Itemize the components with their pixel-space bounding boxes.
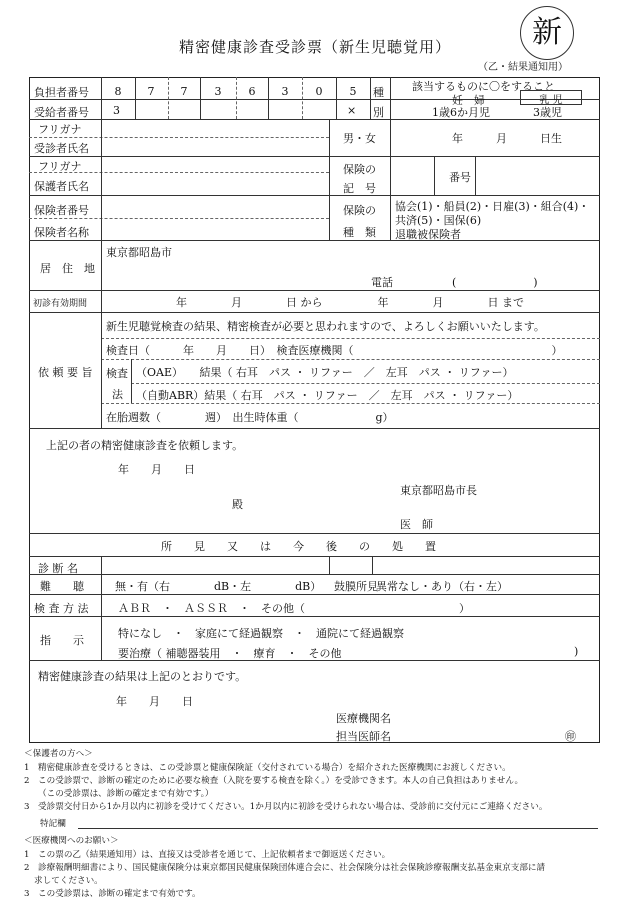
rule — [101, 138, 102, 240]
rule — [29, 290, 600, 291]
digit-divider — [168, 77, 169, 119]
instruction-label: 指 示 — [40, 634, 84, 647]
special-notes-label: 特記欄 — [40, 819, 66, 829]
digit-divider — [268, 77, 269, 119]
exam-method-value: ＡＢＲ ・ ＡＳＳＲ ・ その他（ ） — [118, 602, 470, 615]
digit-divider — [302, 77, 303, 119]
examinee-name-label: 受診者氏名 — [34, 142, 89, 155]
guardian-notes-heading: ＜保護者の方へ＞ — [24, 749, 93, 759]
rule — [329, 119, 330, 240]
insurance-types-3: 退職被保険者 — [395, 228, 461, 241]
recipient-number-label: 受給者番号 — [34, 106, 89, 119]
insurance-symbol-label: 保険の — [343, 163, 376, 176]
digit-divider — [200, 77, 201, 119]
guardian-note-2b: （この受診票は、診断の確定まで有効です。） — [38, 789, 214, 799]
referral-mayor: 東京都昭島市長 — [400, 484, 477, 497]
institution-note-1: 1 この票の乙（結果通知用）は、直接又は受診者を通じて、上記依頼者まで御返送ください。 — [24, 850, 391, 860]
payer-digit: 8 — [114, 85, 122, 98]
payer-digit: 6 — [248, 85, 256, 98]
eardrum-label: 鼓膜所見 — [334, 580, 378, 593]
insurance-type-label: 保険の — [343, 204, 376, 217]
insurer-name-label: 保険者名称 — [34, 226, 89, 239]
rule — [29, 99, 600, 100]
birth-date: 年 月 日生 — [452, 132, 562, 145]
method-label-2: 法 — [112, 388, 123, 401]
address-label: 居 住 地 — [40, 262, 95, 275]
insurer-number-label: 保険者番号 — [34, 204, 89, 217]
kind-3y: 3歳児 — [533, 106, 562, 119]
digit-divider — [135, 77, 136, 119]
result-text: 精密健康診査の結果は上記のとおりです。 — [38, 670, 247, 683]
insurance-types-2: 共済(5)・国保(6) — [395, 214, 482, 227]
institution-note-2: 2 診療報酬明細書により、国民健康保険分は東京都国民健康保険団体連合会に、社会保険分は社会保険診療報酬支払基金東京支部に請 — [24, 863, 546, 873]
seal-mark: ㊞ — [565, 730, 576, 743]
rule — [101, 240, 102, 312]
furigana-label: フリガナ — [38, 123, 82, 136]
kind-18m: 1歳6か月児 — [432, 106, 490, 119]
referral-dono: 殿 — [232, 498, 243, 511]
payer-digit: 3 — [281, 85, 289, 98]
rule — [390, 119, 600, 120]
dashed-rule — [101, 338, 600, 339]
guardian-note-1: 1 精密健康診査を受けるときは、この受診票と健康保険証（交付されている場合）を紹介された医療機関にお渡しください。 — [24, 763, 511, 773]
new-stamp: 新 — [520, 6, 574, 60]
result-date: 年 月 日 — [116, 695, 193, 708]
instruction-line2: 要治療（ 補聴器装用 ・ 療育 ・ その他 — [118, 647, 342, 660]
rule — [131, 359, 132, 403]
dashed-rule — [101, 403, 600, 404]
kind-label-2: 別 — [373, 106, 384, 119]
dashed-rule — [101, 359, 600, 360]
recipient-digit: 3 — [113, 104, 120, 117]
institution-label: 医療機関名 — [336, 712, 391, 725]
rule — [29, 312, 600, 313]
form-title: 精密健康診査受診票（新生児聴覚用） — [178, 38, 451, 56]
payer-digit: 7 — [147, 85, 155, 98]
dashed-rule — [29, 137, 329, 138]
rule — [29, 240, 600, 241]
guardian-name-label: 保護者氏名 — [34, 180, 89, 193]
payer-number-label: 負担者番号 — [34, 86, 89, 99]
rule — [29, 616, 600, 617]
phone-label: 電話 — [371, 276, 393, 289]
form-subnote: （乙・結果通知用） — [478, 62, 568, 73]
instruction-line1: 特になし ・ 家庭にて経過観察 ・ 通院にて経過観察 — [118, 627, 404, 640]
referral-text: 上記の者の精密健康診査を依頼します。 — [46, 439, 244, 452]
insurance-type-label-2: 種 類 — [343, 226, 376, 239]
kind-pregnant: 妊 婦 — [452, 94, 485, 107]
rule — [475, 156, 476, 195]
rule — [29, 195, 600, 196]
rule — [390, 77, 391, 240]
rule — [29, 156, 600, 157]
instruction-line2-close: ) — [574, 645, 579, 658]
rule — [370, 77, 371, 119]
diagnosis-label: 診 断 名 — [38, 562, 78, 575]
validity-period: 年 月 日 から 年 月 日 まで — [176, 296, 524, 309]
payer-digit: 3 — [214, 85, 222, 98]
rule — [101, 556, 102, 660]
rule — [101, 312, 102, 428]
doctor-in-charge-label: 担当医師名 — [336, 730, 391, 743]
address-value: 東京都昭島市 — [106, 246, 172, 259]
request-line1: 新生児聴覚検査の結果、精密検査が必要と思われますので、よろしくお願いいたします。 — [106, 320, 545, 333]
kind-instruction: 該当するものに〇をすること — [412, 80, 555, 93]
dashed-rule — [131, 383, 600, 384]
rule — [329, 556, 330, 574]
referral-doctor: 医 師 — [400, 518, 433, 531]
findings-header: 所 見 又 は 今 後 の 処 置 — [161, 540, 436, 553]
institution-note-2b: 求してください。 — [34, 876, 103, 886]
guardian-note-3: 3 受診票交付日から1か月以内に初診を受けてください。1か月以内に初診を受けられない場合は、受診前に交付元にご連絡ください。 — [24, 802, 548, 812]
hearing-loss-label: 難 聴 — [40, 580, 84, 593]
insurance-symbol-label-2: 記 号 — [343, 182, 376, 195]
institution-notes-heading: ＜医療機関へのお願い＞ — [24, 836, 119, 846]
request-label: 依 頼 要 旨 — [38, 366, 93, 379]
kind-label: 種 — [373, 86, 384, 99]
validity-label: 初診有効期間 — [33, 299, 88, 309]
insurance-number-label: 番号 — [449, 171, 471, 184]
institution-note-3: 3 この受診票は、診断の確定まで有効です。 — [24, 889, 201, 899]
exam-date-line: 検査日（ 年 月 日） 検査医療機関（ ） — [106, 344, 563, 357]
insurance-types: 協会(1)・船員(2)・日雇(3)・組合(4)・ — [395, 200, 590, 213]
aabr-result: （自動ABR）結果（ 右耳 パス ・ リファー ／ 左耳 パス ・ リファー） — [136, 389, 519, 402]
eardrum-value: 異常なし・あり（右・左） — [376, 580, 508, 593]
digit-divider — [336, 77, 337, 119]
gestation-line: 在胎週数（ 週） 出生時体重（ g） — [106, 411, 394, 424]
rule — [372, 556, 373, 574]
phone-paren: ( ) — [452, 276, 538, 289]
exam-method-label: 検 査 方 法 — [34, 602, 89, 615]
recipient-mark: × — [347, 104, 357, 117]
kind-infant-selected: 乳 児 — [520, 90, 582, 105]
furigana-label-2: フリガナ — [38, 160, 82, 173]
guardian-note-2: 2 この受診票で、診断の確定のために必要な検査（入院を要する検査を除く。）を受診できます。本人の自己負担はありません。 — [24, 776, 524, 786]
payer-digit: 5 — [349, 85, 357, 98]
referral-date: 年 月 日 — [118, 463, 195, 476]
rule — [29, 594, 600, 595]
oae-result: （OAE） 結果（ 右耳 パス ・ リファー ／ 左耳 パス ・ リファー） — [136, 366, 514, 379]
rule — [29, 533, 600, 534]
special-notes-line — [78, 828, 598, 829]
dashed-rule — [29, 218, 329, 219]
payer-digit: 0 — [315, 85, 323, 98]
rule — [29, 428, 600, 429]
method-label: 検査 — [106, 367, 128, 380]
hearing-loss-value: 無・有（右 dB・左 dB） — [115, 580, 322, 593]
sex-options: 男・女 — [343, 132, 376, 145]
payer-digit: 7 — [180, 85, 188, 98]
digit-divider — [236, 77, 237, 119]
rule — [29, 574, 600, 575]
rule — [434, 156, 435, 195]
rule — [29, 556, 600, 557]
